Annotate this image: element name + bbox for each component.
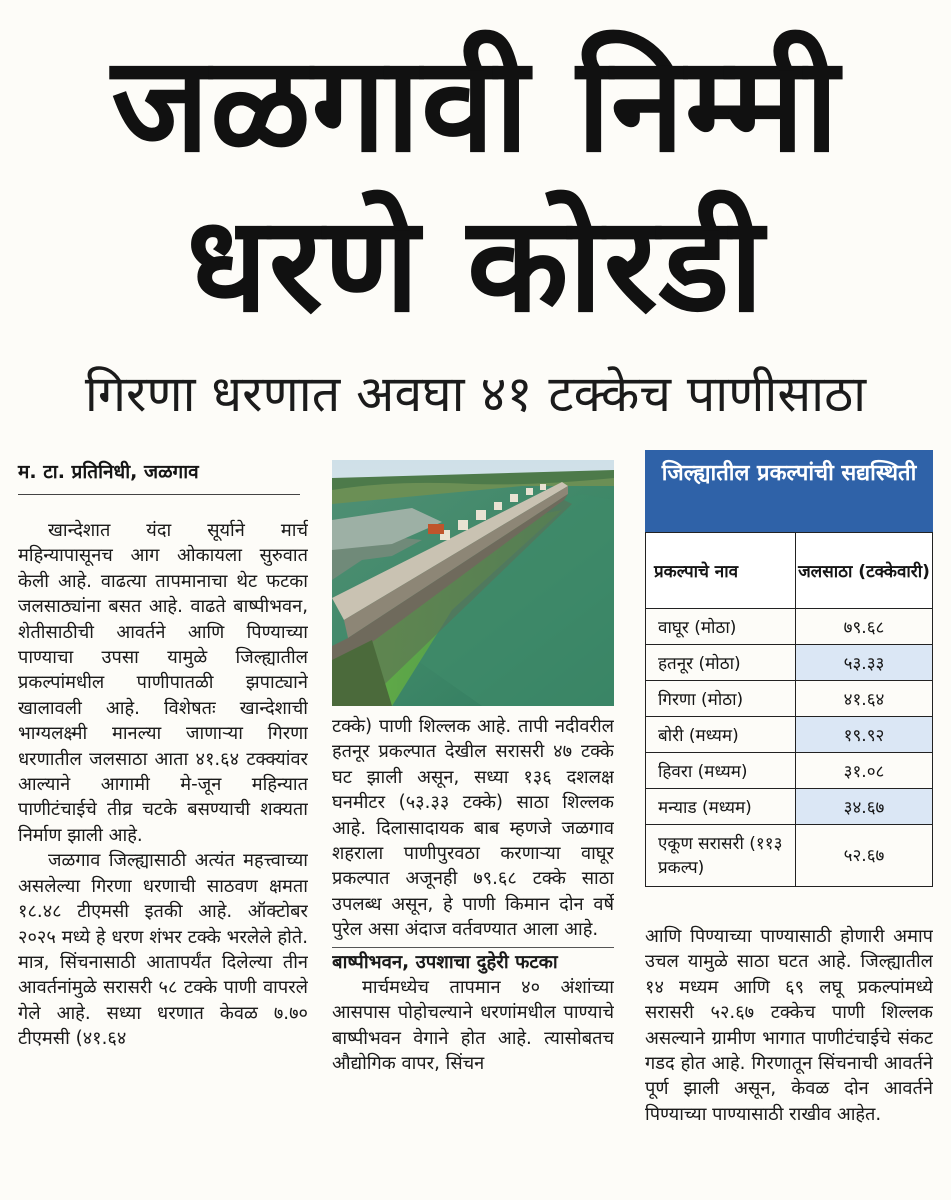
table-row [646,645,933,681]
table-header-row [646,533,933,609]
section-subheading: बाष्पीभवन, उपशाचा दुहेरी फटका [332,947,614,975]
table-row [646,753,933,789]
paragraph: मार्चमध्येच तापमान ४० अंशांच्या आसपास पोहोचल्याने धरणांमधील पाण्याचे बाष्पीभवन वेगाने होत आहे. त्यासोबतच औद्योगिक वापर, सिंचन [332,977,614,1075]
headline-line-2: धरणे कोरडी [186,188,765,342]
reservoir-table [645,532,933,887]
article-column-2 [332,714,614,1200]
dam-photo-icon [332,460,614,706]
infobox-title: जिल्ह्यातील प्रकल्पांची सद्यस्थिती [645,450,933,532]
table-row [646,789,933,825]
table-row [646,717,933,753]
total-percent: ५२.६७ [796,825,933,887]
paragraph: आणि पिण्याच्या पाण्यासाठी होणारी अमाप उचल यामुळे साठा घटत आहे. जिल्ह्यातील १४ मध्यम आणि ६९ लघू प्रकल्पांमध्ये सरासरी ५२.६७ टक्केच पाणी शिल्लक असल्याने ग्रामीण भागात पाणीटंचाईचे संकट गडद होत आहे. गिरणातून सिंचनाची आवर्तने पूर्ण झाली असून, केवळ दोन आवर्तने पिण्याच्या पाण्यासाठी राखीव आहेत. [645,926,933,1125]
sub-headline: गिरणा धरणात अवघा ४१ टक्केच पाणीसाठा [84,365,867,423]
table-row [646,681,933,717]
project-name: बोरी (मध्यम) [646,717,796,753]
dam-photo [332,460,614,706]
byline: म. टा. प्रतिनिधी, जळगाव [18,458,300,495]
paragraph: टक्के) पाणी शिल्लक आहे. तापी नदीवरील हतनूर प्रकल्पात देखील सरासरी ४७ टक्के घट झाली असून, सध्या १३६ दशलक्ष घनमीटर (५३.३३ टक्के) साठा शिल्लक आहे. दिलासादायक बाब म्हणजे जळगाव शहराला पाणीपुरवठा करणाऱ्या वाघूर प्रकल्पात अजूनही ७९.६८ टक्के साठा उपलब्ध असून, हे पाणी किमान दोन वर्षे पुरेल असा अंदाज वर्तवण्यात आला आहे. [332,716,614,941]
headline-line-1: जळगावी निम्मी [111,28,840,182]
project-name: मन्याड (मध्यम) [646,789,796,825]
storage-percent: ३१.०८ [796,753,933,789]
table-total-row [646,825,933,887]
column-header-name: प्रकल्पाचे नाव [646,533,796,609]
total-label: एकूण सरासरी (११३ प्रकल्प) [646,825,796,887]
paragraph: खान्देशात यंदा सूर्याने मार्च महिन्यापासूनच आग ओकायला सुरुवात केली आहे. वाढत्या तापमानाचा थेट फटका जलसाठ्यांना बसत आहे. वाढते बाष्पीभवन, शेतीसाठीची आवर्तने आणि पिण्याच्या पाण्याचा उपसा यामुळे जिल्ह्यातील प्रकल्पांमधील पाणीपातळी झपाट्याने खालावली आहे. विशेषतः खान्देशाची भाग्यलक्ष्मी मानल्या जाणाऱ्या गिरणा धरणातील जलसाठा आता ४१.६४ टक्क्यांवर आल्याने आगामी मे-जून महिन्यात पाणीटंचाईचे तीव्र चटके बसण्याची शक्यता निर्माण झाली आहे. [18,520,308,846]
project-name: गिरणा (मोठा) [646,681,796,717]
storage-percent: ४१.६४ [796,681,933,717]
article-column-3 [645,924,933,1200]
column-header-value: जलसाठा (टक्केवारी) [796,533,933,609]
project-name: हिवरा (मध्यम) [646,753,796,789]
article-column-1 [18,518,308,1200]
storage-percent: ५३.३३ [796,645,933,681]
project-name: हतनूर (मोठा) [646,645,796,681]
reservoir-status-box [645,450,933,887]
storage-percent: ३४.६७ [796,789,933,825]
storage-percent: ७९.६८ [796,609,933,645]
table-row [646,609,933,645]
paragraph: जळगाव जिल्ह्यासाठी अत्यंत महत्त्वाच्या असलेल्या गिरणा धरणाची साठवण क्षमता १८.४८ टीएमसी इतकी आहे. ऑक्टोबर २०२५ मध्ये हे धरण शंभर टक्के भरलेले होते. मात्र, सिंचनासाठी आतापर्यंत दिलेल्या तीन आवर्तनांमुळे सरासरी ५८ टक्के पाणी वापरले गेले आहे. सध्या धरणात केवळ ७.७० टीएमसी (४१.६४ [18,850,308,1050]
storage-percent: १९.९२ [796,717,933,753]
project-name: वाघूर (मोठा) [646,609,796,645]
